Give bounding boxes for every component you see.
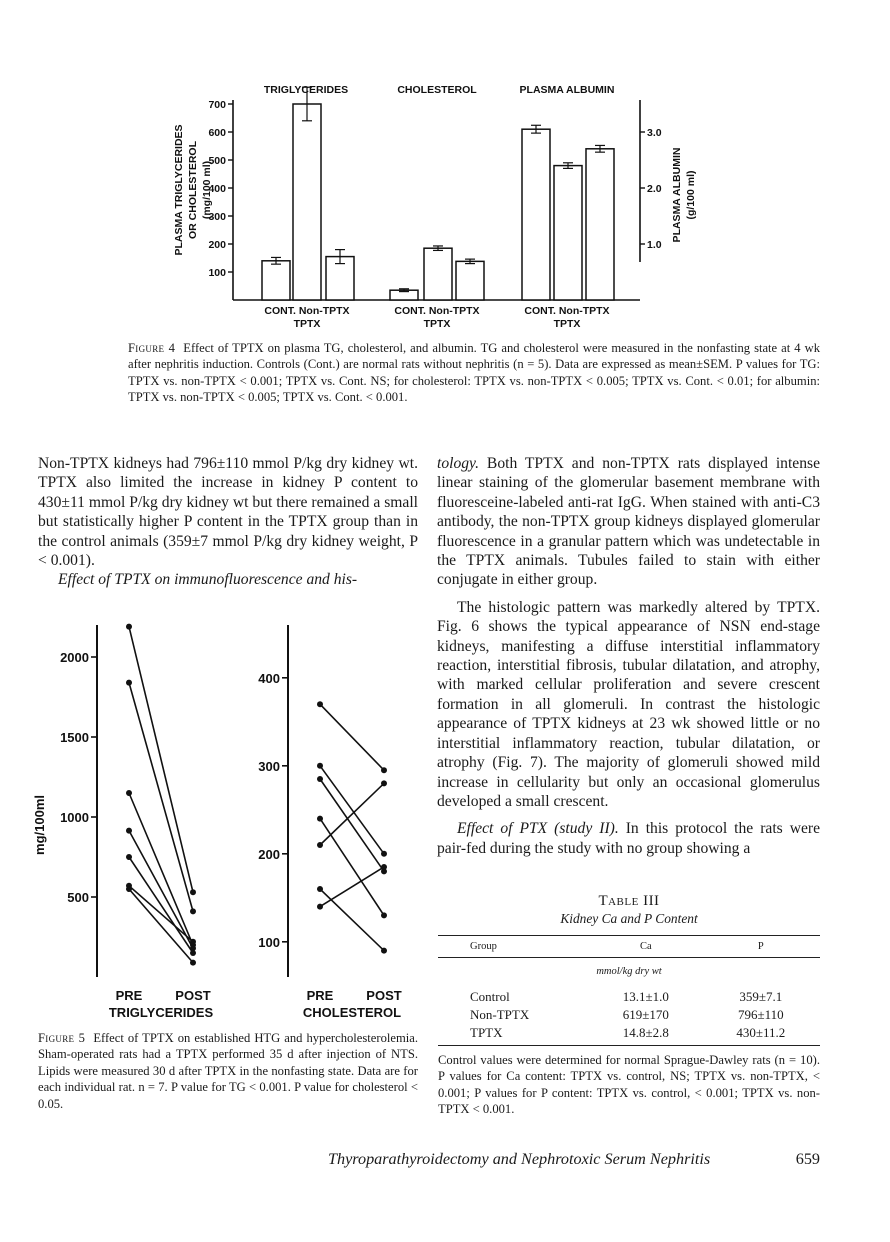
panel-title-plasma-albumin: PLASMA ALBUMIN [519, 84, 615, 96]
chol-pre-point [317, 886, 323, 892]
right-paragraph-3 [437, 819, 820, 858]
bar [554, 166, 582, 300]
page-number: 659 [795, 1150, 820, 1168]
figure-5-caption-label: Figure 5 [38, 1031, 86, 1045]
tg-pre-point [126, 854, 132, 860]
figure-4-caption [128, 340, 820, 406]
tg-tick-label: 500 [67, 890, 89, 905]
left-tick-label: 200 [208, 239, 226, 251]
left-tick-label: 600 [208, 127, 226, 139]
left-axis-label-line1: PLASMA TRIGLYCERIDES [173, 124, 185, 256]
right-paragraph-1-text: Both TPTX and non-TPTX rats displayed intense linear staining of the glomerular basement membrane with fluoresceine-labeled anti-rat IgG. When stained with anti-C3 antibody, the non-TPTX group kidneys displayed glomerular fluorescence in a granular pattern which was undetectable in the TPTX animals. Tubules failed to stain with either conjugate in either group. [437, 455, 820, 589]
tg-tick-label: 2000 [60, 650, 89, 665]
header-group: Group [438, 936, 590, 958]
left-column-text [38, 454, 418, 590]
tg-tick-label: 1500 [60, 730, 89, 745]
chol-tick-label: 100 [258, 934, 280, 950]
bar [586, 149, 614, 300]
tg-pre-point [126, 680, 132, 686]
right-tick-label: 1.0 [647, 239, 662, 251]
bar [522, 129, 550, 300]
tg-pre-label: PRE [115, 988, 143, 1003]
figure-4-caption-text: Effect of TPTX on plasma TG, cholesterol, and albumin. TG and cholesterol were measured in the nonfasting state at 4 wk after nephritis induction. Controls (Cont.) are normal rats without nephritis (n = 5). Data are expressed as mean±SEM. P values for TG: TPTX vs. non-TPTX < 0.001; TPTX vs. Cont. NS; for cholesterol: TPTX vs. non-TPTX < 0.005; TPTX vs. Cont. < 0.01; for albumin: TPTX vs. non-TPTX < 0.005; TPTX vs. Cont. < 0.001. [128, 341, 820, 405]
chol-tick-label: 200 [258, 846, 280, 862]
cell-group: Control [470, 989, 510, 1004]
chol-pre-point [317, 701, 323, 707]
table-row [438, 1006, 820, 1024]
table-row [438, 1024, 820, 1046]
right-paragraph-1 [437, 454, 820, 590]
chol-post-point [381, 780, 387, 786]
right-paragraph-3-text: In this protocol the rats were pair-fed during the study with no group showing a [437, 820, 820, 857]
tg-series-line [129, 889, 193, 963]
chol-series-line [320, 766, 384, 854]
tg-pre-point [126, 886, 132, 892]
right-tick-label: 2.0 [647, 183, 662, 195]
tg-pre-point [126, 828, 132, 834]
chol-post-label: POST [366, 988, 402, 1003]
chol-pre-label: PRE [306, 988, 334, 1003]
table-row [438, 988, 820, 1006]
chol-series-line [320, 704, 384, 770]
tg-series-line [129, 793, 193, 945]
chol-tick-label: 400 [258, 670, 280, 686]
chol-post-point [381, 864, 387, 870]
table-3-subtitle: Kidney Ca and P Content [560, 911, 698, 926]
figure-5-caption-text: Effect of TPTX on established HTG and hypercholesterolemia. Sham-operated rats had a TPTX performed 35 d after injection of NTS. Lipids were measured 30 d after TPTX in the nonfasting state. Data are for each individual rat. n = 7. P value for TG < 0.001. P value for cholesterol < 0.05. [38, 1031, 418, 1111]
cell-ca: 14.8±2.8 [590, 1024, 702, 1046]
table-3-note: Control values were determined for normal Sprague-Dawley rats (n = 10). P values for Ca content: TPTX vs. control, NS; TPTX vs. non-TPTX, < 0.001; P values for P content: TPTX vs. control, < 0.001; TPTX vs. non-TPTX < 0.001. [438, 1053, 820, 1117]
table-3 [438, 892, 820, 1118]
table-3-grid [438, 935, 820, 1046]
cell-p: 359±7.1 [739, 989, 783, 1004]
table-3-title: Table III [598, 893, 660, 909]
left-axis-label-line2: OR CHOLESTEROL [187, 140, 199, 240]
cell-p: 796±110 [737, 1007, 784, 1022]
cell-p: 430±11.2 [702, 1024, 820, 1046]
chol-series-line [320, 889, 384, 951]
chol-pre-point [317, 842, 323, 848]
right-axis-label [671, 148, 697, 243]
chol-post-point [381, 912, 387, 918]
tg-series-line [129, 627, 193, 893]
cell-group: Non-TPTX [470, 1007, 530, 1022]
cell-group: TPTX [438, 1024, 590, 1046]
bar [424, 248, 452, 300]
header-p: P [702, 936, 820, 958]
left-tick-label: 700 [208, 99, 226, 111]
left-tick-label: 300 [208, 211, 226, 223]
right-axis-label-line1: PLASMA ALBUMIN [671, 147, 683, 243]
left-axis-label-line3: (mg/100 ml) [201, 160, 213, 220]
bar [262, 261, 290, 300]
cell-ca: 13.1±1.0 [622, 989, 669, 1004]
chol-tick-label: 300 [258, 758, 280, 774]
group-label-tg-line2: TPTX [293, 318, 321, 330]
header-ca: Ca [590, 936, 702, 958]
tg-series-line [129, 857, 193, 953]
tg-post-label: POST [175, 988, 211, 1003]
group-label-chol-line1: CONT. Non-TPTX [394, 305, 480, 317]
figure-4-caption-label: Figure 4 [128, 341, 176, 355]
tg-post-point [190, 939, 196, 945]
table-3-header-row [438, 936, 820, 958]
tg-tick-label: 1000 [60, 810, 89, 825]
tg-post-point [190, 950, 196, 956]
left-tick-label: 100 [208, 267, 226, 279]
panel-title-tg: TRIGLYCERIDES [108, 1005, 214, 1020]
chol-post-point [381, 851, 387, 857]
left-paragraph-2-heading: Effect of TPTX on immunofluorescence and his- [58, 571, 358, 589]
left-tick-label: 400 [208, 183, 226, 195]
table-3-unit: mmol/kg dry wt [596, 966, 662, 977]
tg-pre-point [126, 624, 132, 630]
figure-5-caption [38, 1030, 418, 1112]
right-axis-label-line2: (g/100 ml) [685, 170, 697, 220]
left-tick-label: 500 [208, 155, 226, 167]
chol-pre-point [317, 776, 323, 782]
figure-4-chart [0, 0, 890, 330]
running-footer [328, 1150, 820, 1169]
tg-series-line [129, 683, 193, 912]
running-title: Thyroparathyroidectomy and Nephrotoxic Serum Nephritis [328, 1150, 711, 1168]
right-tick-label: 3.0 [647, 127, 662, 139]
figure-5-chart [0, 615, 430, 1025]
left-paragraph-1: Non-TPTX kidneys had 796±110 mmol P/kg dry kidney wt. TPTX also limited the increase in kidney P content to 430±11 mmol P/kg dry kidney wt but there remained a small but statistically higher P content in the TPTX group than in the control animals (359±7 mmol P/kg dry kidney weight, P < 0.001). [38, 455, 418, 570]
chol-post-point [381, 948, 387, 954]
chol-pre-point [317, 763, 323, 769]
tg-series-line [129, 886, 193, 942]
bar [456, 261, 484, 300]
panel-title-triglycerides: TRIGLYCERIDES [263, 84, 349, 96]
tg-series-line [129, 831, 193, 949]
right-paragraph-1-italic: tology. [437, 455, 480, 472]
group-label-tg-line1: CONT. Non-TPTX [264, 305, 350, 317]
group-label-alb-line1: CONT. Non-TPTX [524, 305, 610, 317]
figure-5-y-label: mg/100ml [32, 795, 47, 855]
panel-title-cholesterol: CHOLESTEROL [397, 84, 477, 96]
tg-post-point [190, 960, 196, 966]
chol-post-point [381, 767, 387, 773]
right-column-text [437, 454, 820, 858]
group-label-chol-line2: TPTX [423, 318, 451, 330]
tg-post-point [190, 908, 196, 914]
cell-ca: 619±170 [622, 1007, 669, 1022]
group-label-alb-line2: TPTX [553, 318, 581, 330]
left-axis-label [173, 124, 213, 255]
right-paragraph-2: The histologic pattern was markedly altered by TPTX. Fig. 6 shows the typical appearance of NSN end-stage kidneys, manifesting a diffuse interstitial inflammatory reaction, interstitial fibrosis, tubular dilatation, and atrophy, with marked cellular proliferation and severe crescent formation in all glomeruli. In contrast the histologic appearance of TPTX kidneys at 23 wk showed little or no interstitial inflammatory reaction, tubular dilatation, or atrophy (Fig. 7). The majority of glomeruli showed mild increase in cellularity but only an occasional glomerulus developed a small crescent. [437, 598, 820, 810]
panel-title-chol: CHOLESTEROL [302, 1005, 402, 1020]
table-3-unit-row [438, 958, 820, 989]
right-paragraph-3-italic: Effect of PTX (study II). [457, 820, 619, 838]
chol-pre-point [317, 816, 323, 822]
chol-pre-point [317, 904, 323, 910]
tg-pre-point [126, 790, 132, 796]
tg-post-point [190, 889, 196, 895]
bar [293, 104, 321, 300]
